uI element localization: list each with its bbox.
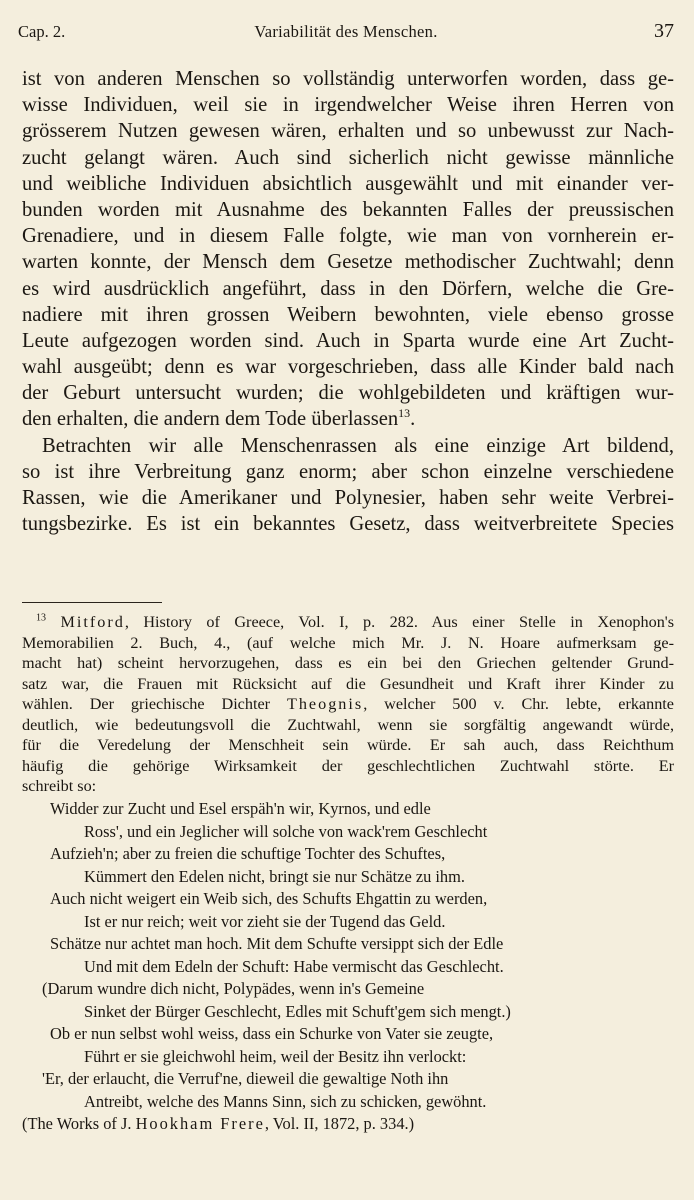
main-text [22, 66, 674, 537]
text-fragment: , History of Greece, Vol. I, p. 282. Aus einer Stelle in Xenophon's [124, 613, 675, 631]
text-fragment: den erhalten, die andern dem Tode überlassen [22, 408, 399, 431]
footnote-line: für die Veredelung der Menschheit sein würde. Er sah auch, dass Reichthum [22, 736, 674, 754]
text-line: der Geburt untersucht wurden; die wohlgebildeten und kräftigen wur- [22, 382, 674, 405]
running-header [18, 14, 674, 44]
page-number: 37 [654, 20, 674, 42]
text-line: Betrachten wir alle Menschenrassen als eine einzige Art bildend, [42, 434, 674, 457]
footnote-divider [22, 602, 162, 603]
text-line: es wird ausdrücklich angeführt, dass in den Dörfern, welche die Gre- [22, 277, 674, 300]
text-line: Leute aufgezogen worden sind. Auch in Sparta wurde eine Art Zucht- [22, 329, 674, 352]
footnote-line: macht hat) scheint hervorzugehen, dass es ein bei den Griechen geltender Grund- [22, 654, 674, 672]
poem-line: Antreibt, welche des Manns Sinn, sich zu schicken, gewöhnt. [84, 1091, 487, 1111]
poem-line: Ist er nur reich; weit vor zieht sie der Tugend das Geld. [84, 911, 446, 931]
poem-line: Auch nicht weigert ein Weib sich, des Schufts Ehgattin zu werden, [50, 889, 488, 908]
footnote-line: deutlich, wie bedeutungsvoll die Zuchtwahl, wenn sie sorgfältig angewandt würde, [22, 715, 674, 734]
footnote-author: Mitford [60, 613, 125, 631]
text-line: Grenadiere, und in diesem Falle folgte, wie man von vornherein er- [22, 225, 674, 248]
poem-citation [22, 1113, 674, 1136]
poem-line: Kümmert den Edelen nicht, bringt sie nur Schätze zu ihm. [84, 866, 465, 886]
poem-quotation [22, 798, 674, 1136]
poem-line: 'Er, der erlaucht, die Verruf'ne, dieweil die gewaltige Noth ihn [42, 1069, 449, 1088]
footnote-line [22, 612, 674, 633]
footnote-line: schreibt so: [22, 777, 97, 795]
running-title: Variabilität des Menschen. [254, 22, 438, 41]
text-fragment: , welcher 500 v. Chr. lebte, erkannte [363, 695, 674, 713]
footnote [22, 612, 675, 1133]
poem-line: (Darum wundre dich nicht, Polypädes, wenn in's Gemeine [42, 979, 425, 998]
text-line: zucht gelangt wären. Auch sind sicherlich nicht gewisse männliche [22, 146, 674, 169]
poem-line: Führt er sie gleichwohl heim, weil der Besitz ihn verlockt: [84, 1046, 467, 1066]
footnote-line: Memorabilien 2. Buch, 4., (auf welche mich Mr. J. N. Hoare aufmerksam ge- [22, 633, 674, 652]
text-line: grösserem Nutzen gewesen wären, erhalten und so unbewusst zur Nach- [22, 120, 674, 143]
poem-line: Schätze nur achtet man hoch. Mit dem Schufte versippt sich der Edle [50, 934, 504, 953]
poet-name: Theognis [286, 695, 364, 713]
text-line: bunden worden mit Ausnahme des bekannten Falles der preussischen [22, 198, 674, 221]
poem-line: Sinket der Bürger Geschlecht, Edles mit Schuft'gem sich mengt.) [84, 1001, 511, 1021]
text-fragment: . [410, 408, 416, 431]
poem-line: Widder zur Zucht und Esel erspäh'n wir, Kyrnos, und edle [50, 799, 431, 818]
text-line: warten konnte, der Mensch dem Gesetze methodischer Zuchtwahl; denn [22, 251, 674, 274]
text-line: ist von anderen Menschen so vollständig unterworfen worden, dass ge- [22, 68, 674, 90]
text-fragment: wählen. Der griechische Dichter [22, 695, 287, 713]
text-line [22, 406, 674, 432]
cited-author: Hookham Frere [135, 1114, 265, 1133]
text-line: wisse Individuen, weil sie in irgendwelcher Weise ihren Herren von [22, 94, 674, 117]
footnote-line: satz war, die Frauen mit Rücksicht auf die Gesundheit und Kraft ihrer Kinder zu [22, 674, 674, 693]
poem-line: Ross', und ein Jeglicher will solche von wack'rem Geschlecht [84, 821, 488, 841]
text-line: nadiere mit ihren grossen Weibern bewohnten, viele ebenso grosse [22, 303, 674, 326]
footnote-reference: 13 [398, 406, 411, 421]
poem-line: Ob er nun selbst wohl weiss, dass ein Schurke von Vater sie zeugte, [50, 1024, 494, 1043]
text-line: tungsbezirke. Es ist ein bekanntes Gesetz, dass weitverbreitete Species [22, 513, 674, 536]
poem-line: Aufzieh'n; aber zu freien die schuftige Tochter des Schuftes, [50, 844, 446, 863]
text-fragment: (The Works of J. [22, 1114, 136, 1133]
text-line: Rassen, wie die Amerikaner und Polynesier, haben sehr weite Verbrei- [22, 487, 674, 509]
footnote-number: 13 [36, 612, 46, 624]
text-line: und weibliche Individuen absichtlich ausgewählt und mit einander ver- [22, 172, 674, 195]
footnote-line: häufig die gehörige Wirksamkeit der geschlechtlichen Zuchtwahl störte. Er [22, 756, 674, 775]
text-line: so ist ihre Verbreitung ganz enorm; aber schon einzelne verschiedene [22, 460, 674, 483]
poem-line: Und mit dem Edeln der Schuft: Habe vermischt das Geschlecht. [84, 956, 504, 976]
footnote-line [22, 694, 674, 715]
chapter-label: Cap. 2. [18, 22, 66, 41]
text-fragment: , Vol. II, 1872, p. 334.) [264, 1114, 415, 1133]
text-line: wahl ausgeübt; denn es war vorgeschrieben, dass alle Kinder bald nach [22, 356, 674, 379]
